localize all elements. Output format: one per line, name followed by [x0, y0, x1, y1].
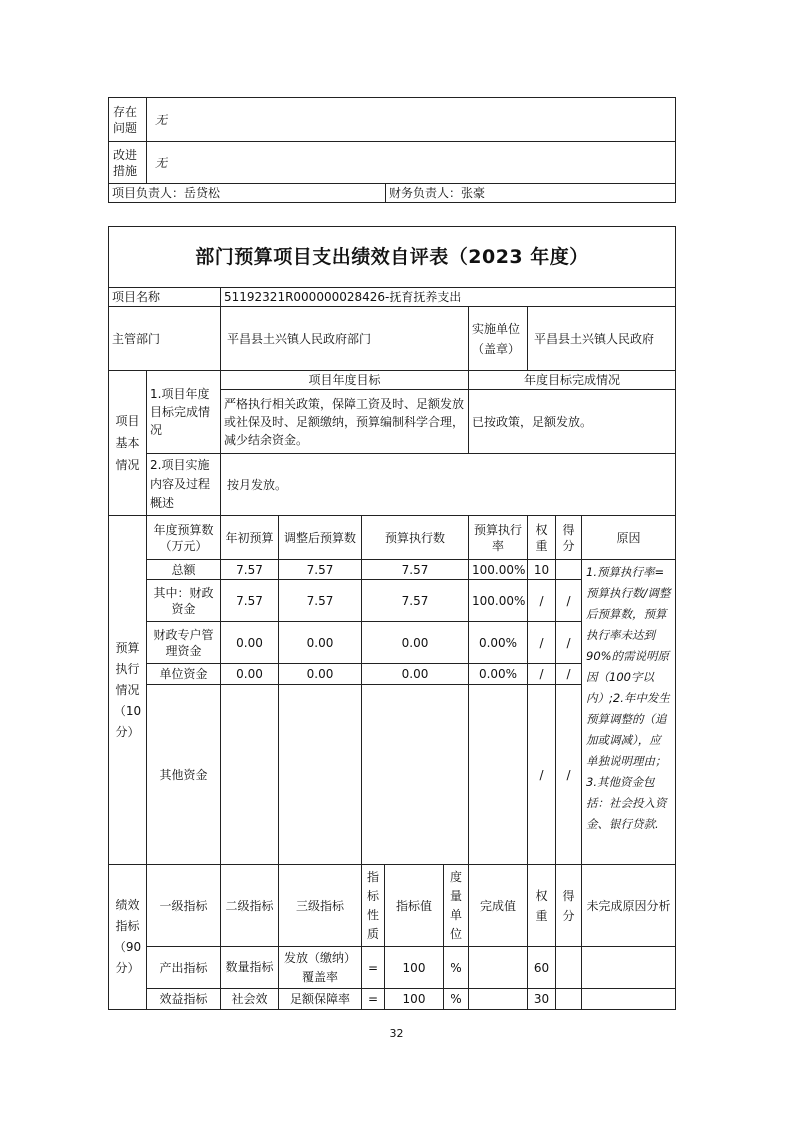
budget-row-weight: / — [528, 580, 556, 622]
budget-row-score — [556, 560, 582, 580]
perf-row-l3: 足额保障率 — [279, 989, 362, 1010]
project-manager: 项目负责人：岳贷松 — [109, 184, 386, 203]
budget-row-name: 其中：财政资金 — [147, 580, 221, 622]
budget-row-executed: 7.57 — [362, 560, 469, 580]
perf-row-l1: 产出指标 — [147, 947, 221, 989]
unit-label: 实施单位（盖章） — [469, 307, 528, 371]
perf-row-unit: % — [444, 989, 469, 1010]
budget-row-score: / — [556, 685, 582, 865]
budget-row-executed: 0.00 — [362, 664, 469, 685]
budget-header-adjusted: 调整后预算数 — [279, 516, 362, 560]
budget-header-weight: 权重 — [528, 516, 556, 560]
budget-reason-note: 1.预算执行率=预算执行数/调整后预算数，预算执行率未达到90%的需说明原因（100字以内）;2.年中发生预算调整的（追加或调减），应单独说明理由；3.其他资金包括：社会投入资金、银行贷款. — [582, 560, 676, 865]
budget-header-executed: 预算执行数 — [362, 516, 469, 560]
perf-row-nature: = — [362, 989, 385, 1010]
budget-row-executed: 7.57 — [362, 580, 469, 622]
perf-row-reason — [582, 947, 676, 989]
perf-section-label: 绩效指标（90分） — [109, 865, 147, 1010]
perf-header-unit: 度量单位 — [444, 865, 469, 947]
goal-header: 项目年度目标 — [221, 371, 469, 390]
perf-header-reason: 未完成原因分析 — [582, 865, 676, 947]
budget-row-initial: 0.00 — [221, 622, 279, 664]
perf-row-value: 100 — [385, 947, 444, 989]
perf-header-level2: 二级指标 — [221, 865, 279, 947]
budget-row-score: / — [556, 580, 582, 622]
goal-text: 严格执行相关政策，保障工资及时、足额发放或社保及时、足额缴纳，预算编制科学合理，减少结余资金。 — [221, 390, 469, 454]
result-header: 年度目标完成情况 — [469, 371, 676, 390]
budget-row-initial — [221, 685, 279, 865]
budget-row-weight: / — [528, 664, 556, 685]
budget-row-score: / — [556, 664, 582, 685]
perf-header-level1: 一级指标 — [147, 865, 221, 947]
budget-row-adjusted: 7.57 — [279, 580, 362, 622]
result-text: 已按政策，足额发放。 — [469, 390, 676, 454]
perf-row-l2: 数量指标 — [221, 947, 279, 989]
budget-header-initial: 年初预算 — [221, 516, 279, 560]
basic-section-label: 项目基本情况 — [109, 371, 147, 516]
budget-header-rate: 预算执行率 — [469, 516, 528, 560]
budget-row-adjusted: 0.00 — [279, 622, 362, 664]
budget-row-rate: 100.00% — [469, 580, 528, 622]
budget-row-weight: / — [528, 685, 556, 865]
project-name-value: 51192321R000000028426-抚育抚养支出 — [221, 288, 676, 307]
budget-header-score: 得分 — [556, 516, 582, 560]
impl-text: 按月发放。 — [221, 454, 676, 516]
finance-manager: 财务负责人：张豪 — [386, 184, 676, 203]
evaluation-form — [108, 226, 676, 1010]
perf-row-l2: 社会效 — [221, 989, 279, 1010]
budget-header-type: 年度预算数（万元） — [147, 516, 221, 560]
perf-row-score — [556, 947, 582, 989]
perf-row-l3: 发放（缴纳）覆盖率 — [279, 947, 362, 989]
impl-label: 2.项目实施内容及过程概述 — [147, 454, 221, 516]
budget-row-weight: 10 — [528, 560, 556, 580]
perf-header-weight: 权重 — [528, 865, 556, 947]
form-title: 部门预算项目支出绩效自评表（2023 年度） — [109, 227, 676, 288]
budget-row-rate — [469, 685, 528, 865]
budget-row-score: / — [556, 622, 582, 664]
dept-value: 平昌县土兴镇人民政府部门 — [221, 307, 469, 371]
budget-row-name: 其他资金 — [147, 685, 221, 865]
perf-row-unit: % — [444, 947, 469, 989]
issues-label: 存在问题 — [109, 98, 147, 142]
perf-row-done — [469, 947, 528, 989]
measures-value: 无 — [147, 142, 676, 184]
perf-header-done: 完成值 — [469, 865, 528, 947]
perf-row-weight: 30 — [528, 989, 556, 1010]
budget-row-weight: / — [528, 622, 556, 664]
unit-value: 平昌县土兴镇人民政府 — [528, 307, 676, 371]
budget-row-rate: 100.00% — [469, 560, 528, 580]
perf-row-done — [469, 989, 528, 1010]
budget-row-executed — [362, 685, 469, 865]
budget-row-executed: 0.00 — [362, 622, 469, 664]
budget-row-initial: 0.00 — [221, 664, 279, 685]
dept-label: 主管部门 — [109, 307, 221, 371]
budget-row-initial: 7.57 — [221, 560, 279, 580]
budget-row-rate: 0.00% — [469, 622, 528, 664]
top-table — [108, 97, 676, 203]
budget-row-adjusted: 0.00 — [279, 664, 362, 685]
budget-row-rate: 0.00% — [469, 664, 528, 685]
perf-header-score: 得分 — [556, 865, 582, 947]
perf-header-value: 指标值 — [385, 865, 444, 947]
budget-row-name: 单位资金 — [147, 664, 221, 685]
budget-row-initial: 7.57 — [221, 580, 279, 622]
budget-row-name: 总额 — [147, 560, 221, 580]
budget-section-label: 预算执行情况（10分） — [109, 516, 147, 865]
page-number: 32 — [389, 1027, 404, 1040]
issues-value: 无 — [147, 98, 676, 142]
goal-label: 1.项目年度目标完成情况 — [147, 371, 221, 454]
perf-header-level3: 三级指标 — [279, 865, 362, 947]
perf-row-weight: 60 — [528, 947, 556, 989]
perf-row-l1: 效益指标 — [147, 989, 221, 1010]
perf-row-value: 100 — [385, 989, 444, 1010]
budget-row-adjusted — [279, 685, 362, 865]
measures-label: 改进措施 — [109, 142, 147, 184]
perf-row-nature: = — [362, 947, 385, 989]
perf-row-reason — [582, 989, 676, 1010]
perf-row-score — [556, 989, 582, 1010]
budget-header-reason: 原因 — [582, 516, 676, 560]
perf-header-nature: 指标性质 — [362, 865, 385, 947]
budget-row-adjusted: 7.57 — [279, 560, 362, 580]
budget-row-name: 财政专户管理资金 — [147, 622, 221, 664]
project-name-label: 项目名称 — [109, 288, 221, 307]
